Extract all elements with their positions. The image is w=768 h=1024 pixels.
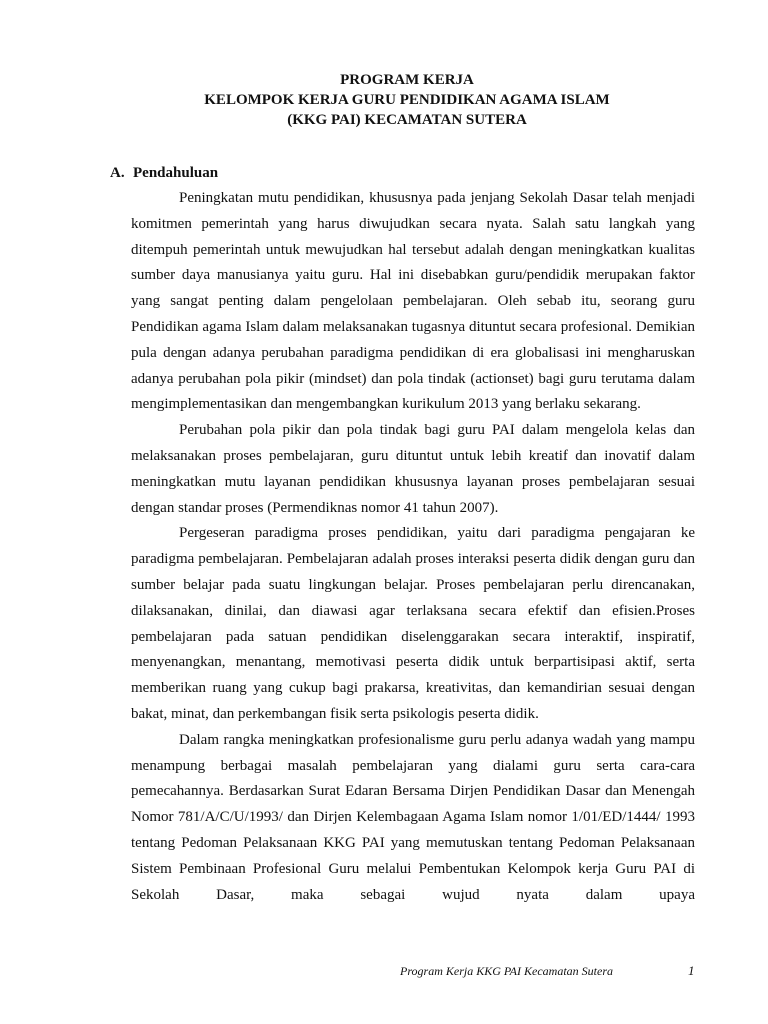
paragraph-3: Pergeseran paradigma proses pendidikan, yaitu dari paradigma pengajaran ke paradigma pembelajaran. Pembelajaran adalah proses interaksi peserta didik dengan guru dan sumber belajar pada suatu lingkungan belajar. Proses pembelajaran perlu direncanakan, dilaksanakan, dinilai, dan diawasi agar terlaksana secara efektif dan efisien.Proses pembelajaran pada satuan pendidikan diselenggarakan secara interaktif, inspiratif, menyenangkan, menantang, memotivasi peserta didik untuk berpartisipasi aktif, serta memberikan ruang yang cukup bagi prakarsa, kreativitas, dan kemandirian sesuai dengan bakat, minat, dan perkembangan fisik serta psikologis peserta didik. xyxy=(131,525,695,722)
title-line-1: PROGRAM KERJA xyxy=(340,72,474,88)
paragraph-1: Peningkatan mutu pendidikan, khususnya pada jenjang Sekolah Dasar telah menjadi komitmen pemerintah yang harus diwujudkan secara nyata. Salah satu langkah yang ditempuh pemerintah untuk mewujudkan hal tersebut adalah dengan meningkatkan kualitas sumber daya manusianya yaitu guru. Hal ini disebabkan guru/pendidik merupakan faktor yang sangat penting dalam pengelolaan pembelajaran. Oleh sebab itu, seorang guru Pendidikan agama Islam dalam melaksanakan tugasnya dituntut secara profesional. Demikian pula dengan adanya perubahan paradigma pendidikan di era globalisasi ini mengharuskan adanya perubahan pola pikir (mindset) dan pola tindak (actionset) bagi guru terutama dalam mengimplementasikan dan mengembangkan kurikulum 2013 yang berlaku sekarang. xyxy=(131,190,695,413)
document-title xyxy=(0,70,768,130)
title-line-3: (KKG PAI) KECAMATAN SUTERA xyxy=(287,112,527,128)
page-number: 1 xyxy=(688,963,695,978)
page-footer xyxy=(0,961,768,981)
paragraph-2: Perubahan pola pikir dan pola tindak bagi guru PAI dalam mengelola kelas dan melaksanakan proses pembelajaran, guru dituntut untuk lebih kreatif dan inovatif dalam meningkatkan mutu layanan pendidikan khususnya layanan proses pembelajaran sesuai dengan standar proses (Permendiknas nomor 41 tahun 2007). xyxy=(131,422,695,516)
footer-title: Program Kerja KKG PAI Kecamatan Sutera xyxy=(400,964,613,978)
section-heading-text: Pendahuluan xyxy=(133,165,219,181)
paragraph-4: Dalam rangka meningkatkan profesionalisme guru perlu adanya wadah yang mampu menampung berbagai masalah pembelajaran yang dialami guru serta cara-cara pemecahannya. Berdasarkan Surat Edaran Bersama Dirjen Pendidikan Dasar dan Menengah Nomor 781/A/C/U/1993/ dan Dirjen Kelembagaan Agama Islam nomor 1/01/ED/1444/ 1993 tentang Pedoman Pelaksanaan KKG PAI yang memutuskan tentang Pedoman Pelaksanaan Sistem Pembinaan Profesional Guru melalui Pembentukan Kelompok kerja Guru PAI di Sekolah Dasar, maka sebagai wujud nyata dalam upaya xyxy=(131,731,695,903)
title-line-2: KELOMPOK KERJA GURU PENDIDIKAN AGAMA ISLAM xyxy=(204,92,610,108)
section-heading xyxy=(110,163,218,183)
section-letter: A. xyxy=(110,165,125,181)
body-text xyxy=(131,186,695,908)
